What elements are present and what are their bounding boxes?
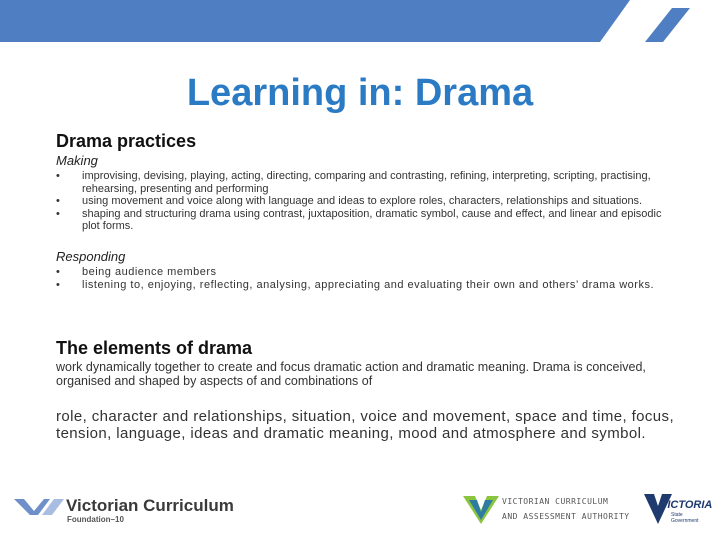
list-item: • improvising, devising, playing, acting, directing, comparing and contrasting, refining, interpreting, scripting, practising, rehearsing, presenting and performing xyxy=(56,170,651,195)
vc-logo-sub: Foundation–10 xyxy=(67,515,124,524)
victoria-sub: State Government xyxy=(671,512,699,524)
practices-heading: Drama practices xyxy=(56,131,197,151)
top-banner xyxy=(0,0,720,42)
victoria-name: VICTORIA xyxy=(660,499,713,511)
list-item: • being audience members xyxy=(56,266,217,278)
responding-list xyxy=(56,266,676,291)
vcaa-logo-icon xyxy=(463,494,499,524)
list-item: • using movement and voice along with language and ideas to explore roles, characters, relationships and situations. xyxy=(56,195,643,207)
list-item: • listening to, enjoying, reflecting, analysing, appreciating and evaluating their own and others’ drama works. xyxy=(56,278,655,291)
vc-logo-name: Victorian Curriculum xyxy=(66,496,234,515)
making-list xyxy=(56,170,676,233)
elements-heading: The elements of drama xyxy=(56,338,253,358)
slide-title: Learning in: Drama xyxy=(186,72,534,114)
making-label: Making xyxy=(56,153,98,168)
vcaa-line1: VICTORIAN CURRICULUM xyxy=(502,497,609,506)
responding-label: Responding xyxy=(56,249,126,264)
elements-list: role, character and relationships, situation, voice and movement, space and time, focus, tension, language, ideas and dramatic meaning, mood and atmosphere and symbol. xyxy=(56,408,675,442)
list-item: • shaping and structuring drama using contrast, juxtaposition, dramatic symbol, cause and effect, and linear and episodic plot forms. xyxy=(56,207,662,232)
vcaa-line2: AND ASSESSMENT AUTHORITY xyxy=(502,512,630,521)
vc-logo-icon xyxy=(14,495,64,519)
elements-intro: work dynamically together to create and focus dramatic action and dramatic meaning. Drama is conceived, organised and shaped by aspects of and combinations of xyxy=(56,360,646,388)
